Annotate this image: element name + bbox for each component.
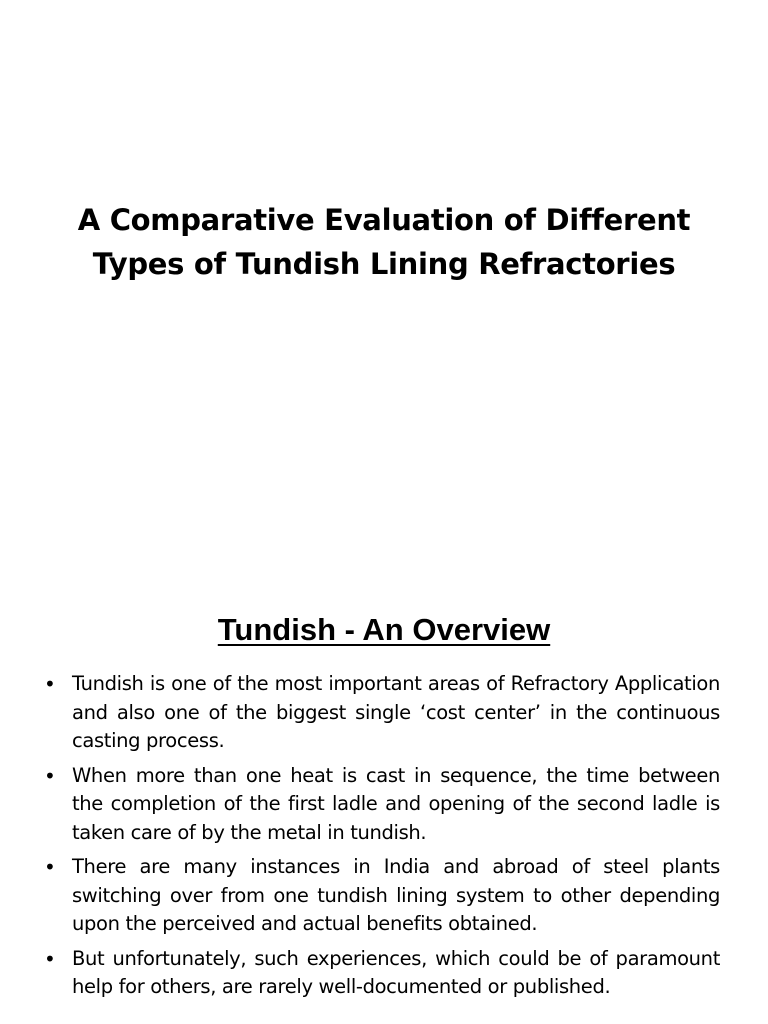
bullet-text: When more than one heat is cast in sequence, the time between the completion of the first ladle and opening of the second ladle is taken care of by the metal in tundish.: [72, 763, 720, 844]
overview-bullet-list: [0, 670, 768, 1008]
bullet-dot-icon: •: [44, 672, 56, 696]
bullet-text: Tundish is one of the most important areas of Refractory Application and also one of the biggest single ‘cost center’ in the continuous casting process.: [72, 672, 720, 752]
bullet-item-documentation: [44, 945, 720, 1002]
slide-title: [0, 198, 768, 286]
bullet-item-switching-systems: [44, 853, 720, 939]
slide-title-line-1: A Comparative Evaluation of Different: [77, 203, 691, 237]
bullet-text: But unfortunately, such experiences, which could be of paramount help for others, are rarely well-documented or published.: [72, 946, 720, 998]
bullet-item-cost-center: [44, 670, 720, 756]
bullet-dot-icon: •: [44, 855, 56, 879]
bullet-item-sequence-casting: [44, 762, 720, 848]
bullet-dot-icon: •: [44, 763, 56, 788]
bullet-dot-icon: •: [44, 946, 56, 971]
bullet-text: There are many instances in India and abroad of steel plants switching over from one tundish lining system to other depending upon the perceived and actual benefits obtained.: [72, 855, 720, 935]
slide-title-line-2: Types of Tundish Lining Refractories: [92, 247, 676, 281]
overview-heading: Tundish - An Overview: [217, 612, 551, 647]
